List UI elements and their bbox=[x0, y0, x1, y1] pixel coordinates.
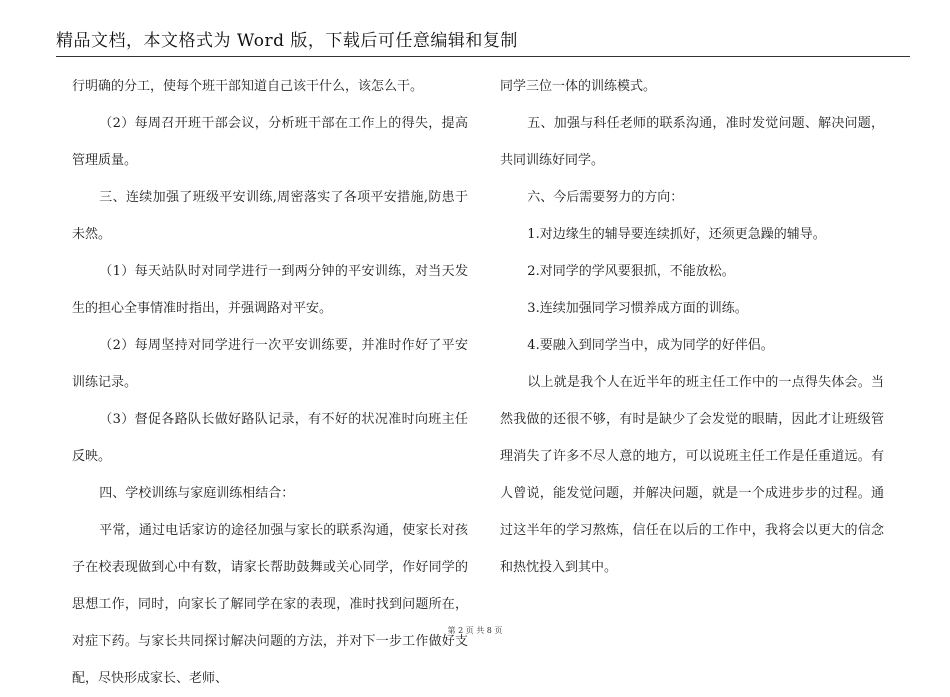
paragraph: 行明确的分工，使每个班干部知道自己该干什么，该怎么干。 bbox=[72, 79, 424, 94]
right-column bbox=[500, 68, 884, 586]
paragraph: 平常，通过电话家访的途径加强与家长的联系沟通，使家长对孩子在校表现做到心中有数，请家长帮助鼓舞或关心同学，作好同学的思想工作，同时，向家长了解同学在家的表现，准时找到问题所在，对症下药。与家长共同探讨解决问题的方法，并对下一步工作做好支配，尽快形成家长、老师、 bbox=[72, 523, 468, 686]
header-divider bbox=[56, 56, 910, 57]
paragraph: 五、加强与科任老师的联系沟通，准时发觉问题、解决问题，共同训练好同学。 bbox=[500, 116, 884, 168]
paragraph: 2.对同学的学风要狠抓，不能放松。 bbox=[527, 264, 735, 279]
paragraph: 3.连续加强同学习惯养成方面的训练。 bbox=[527, 301, 748, 316]
left-column bbox=[72, 68, 468, 697]
paragraph: （2）每周坚持对同学进行一次平安训练要，并准时作好了平安训练记录。 bbox=[72, 338, 468, 390]
page-number: 第 2 页 共 8 页 bbox=[447, 626, 503, 635]
paragraph: 六、今后需要努力的方向： bbox=[527, 190, 684, 205]
paragraph: 四、学校训练与家庭训练相结合： bbox=[99, 486, 295, 501]
paragraph: 以上就是我个人在近半年的班主任工作中的一点得失体会。当然我做的还很不够，有时是缺少了会发觉的眼睛，因此才让班级管理消失了许多不尽人意的地方，可以说班主任工作是任重道远。有人曾说，能发觉问题，并解决问题，就是一个成进步步的过程。通过这半年的学习熬炼，信任在以后的工作中，我将会以更大的信念和热忱投入到其中。 bbox=[500, 375, 884, 575]
paragraph: （3）督促各路队长做好路队记录，有不好的状况准时向班主任反映。 bbox=[72, 412, 468, 464]
paragraph: 4.要融入到同学当中，成为同学的好伴侣。 bbox=[527, 338, 774, 353]
paragraph: （1）每天站队时对同学进行一到两分钟的平安训练，对当天发生的担心全事情准时指出，并强调路对平安。 bbox=[72, 264, 468, 316]
paragraph: 三、连续加强了班级平安训练,周密落实了各项平安措施,防患于未然。 bbox=[72, 190, 468, 242]
paragraph: 同学三位一体的训练模式。 bbox=[500, 79, 657, 94]
page-header: 精品文档，本文格式为 Word 版，下载后可任意编辑和复制 bbox=[56, 31, 518, 51]
paragraph: （2）每周召开班干部会议，分析班干部在工作上的得失，提高管理质量。 bbox=[72, 116, 468, 168]
paragraph: 1.对边缘生的辅导要连续抓好，还须更急躁的辅导。 bbox=[527, 227, 826, 242]
